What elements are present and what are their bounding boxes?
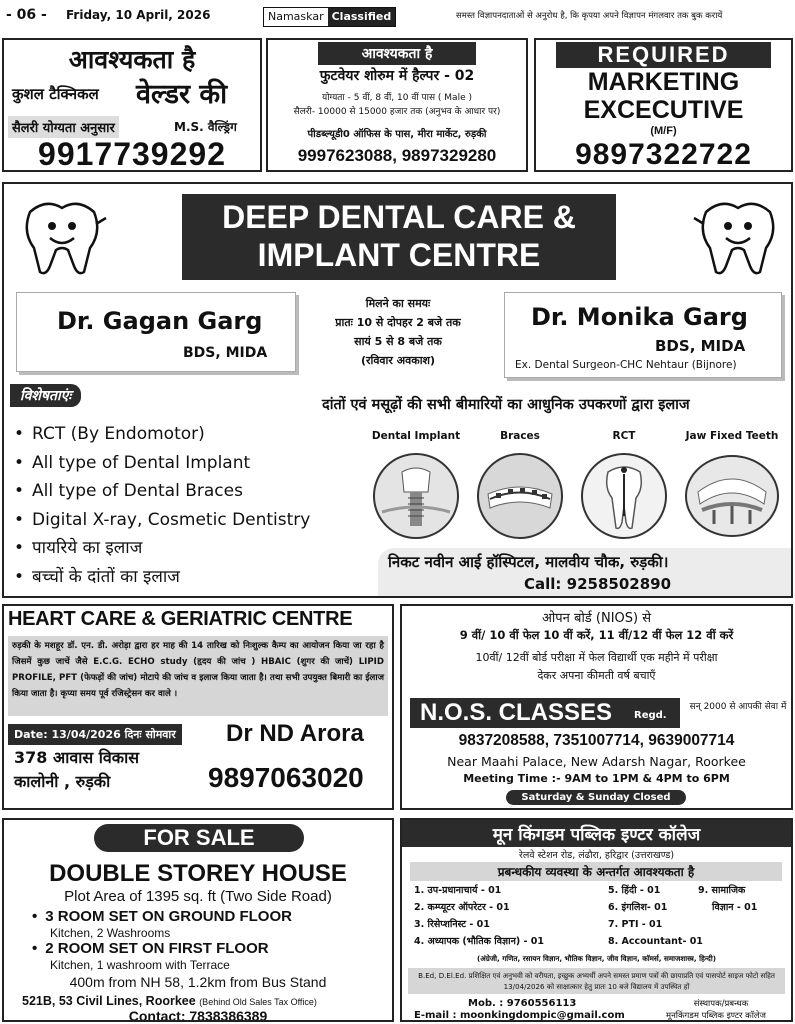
heart-address2: कालोनी , रुड़की [14, 772, 111, 791]
header-notice: समस्त विज्ञापनदाताओं से अनुरोध है, कि कृपया अपने विज्ञापन मंगलवार तक बुक करायें [456, 11, 723, 21]
college-subjects: (अंग्रेजी, गणित, रसायन विज्ञान, भौतिक विज्ञान, जीव विज्ञान, कॉमर्स, समाजशास्त्र, हिन्दी) [477, 954, 716, 963]
dental-call: Call: 9258502890 [524, 575, 672, 593]
brand-logo [263, 7, 396, 27]
marketing-title: REQUIRED [556, 42, 771, 68]
nos-address: Near Maahi Palace, New Adarsh Nagar, Roorkee [447, 754, 746, 769]
sale-address-note: (Behind Old Sales Tax Office) [199, 997, 317, 1007]
marketing-gender: (M/F) [650, 125, 677, 137]
college-mob: Mob. : 9760556113 [468, 998, 577, 1009]
heart-body: रुड़की के मशहूर डॉ. एन. डी. अरोड़ा द्वारा हर माह की 14 तारिख को निःशुल्क कैम्प का आयोजन किया जा रहा है जिसमें कुछ जाचें जैसे E.C.G. ECHO study (हृदय की जांच ) HBAIC (शुगर की जाचें) LIPID PROFILE, PFT (फेफड़ों की जांच) मोटापे की जांच व इलाज किया जाता है। तथा सभी उपयुक्त बिमारी का ईलाज किया जाता है। कृप्या समय पूर्व रजिस्ट्रेसन कर वाले । [8, 636, 388, 716]
rct-icon [580, 452, 668, 540]
timing-3: (रविवार अवकाश) [360, 354, 436, 367]
nos-line2: 9 वीं/ 10 वीं फेल 10 वीं करें, 11 वीं/12 वीं फेल 12 वीं करें [459, 628, 734, 642]
sale-address: 521B, 53 Civil Lines, Roorkee [22, 994, 196, 1008]
welder-line1b: वेल्डर की [136, 79, 228, 110]
marketing-ad [534, 38, 793, 172]
doctor1-name: Dr. Gagan Garg [57, 307, 263, 335]
college-sign1: संस्थापक/प्रबन्धक [693, 999, 749, 1009]
footwear-headline: फुटवेयर शोरुम में हैल्पर - 02 [319, 68, 475, 84]
spec-label: विशेषताएंः [10, 384, 81, 407]
marketing-phone: 9897322722 [575, 138, 752, 171]
nos-classes-ad [400, 604, 793, 810]
sale-floor1: • 3 ROOM SET ON GROUND FLOOR [32, 908, 292, 925]
spec-item: • RCT (By Endomotor) [14, 420, 310, 449]
braces-icon [476, 452, 564, 540]
sale-address-line [22, 994, 392, 1008]
treatment-headline: दांतों एवं मसूढ़ों की सभी बीमारियों का आधुनिक उपकरणों द्वारा इलाज [322, 397, 690, 413]
page-header [0, 0, 795, 32]
sale-floor2-sub: Kitchen, 1 washroom with Terrace [50, 958, 230, 972]
nos-name: N.O.S. CLASSES [420, 699, 613, 726]
spec-item: • All type of Dental Braces [14, 477, 310, 506]
heart-doctor: Dr ND Arora [226, 720, 364, 747]
college-subtitle: रेलवे स्टेशन रोड, लंढौरा, हरिद्वार (उत्तराखण्ड) [518, 850, 675, 861]
tooth-mascot-right-icon [692, 196, 784, 278]
heart-date: Date: 13/04/2026 दिनः सोमवार [8, 724, 182, 745]
spec-item: • बच्चों के दांतों का इलाज [14, 563, 310, 592]
nos-line1: ओपन बोर्ड (NIOS) से [541, 611, 651, 626]
college-post: 2. कम्प्यूटर ऑपरेटर - 01 [414, 902, 510, 913]
welder-phone: 9917739292 [38, 136, 226, 172]
welder-line1a: कुशल टैक्निकल [12, 85, 99, 103]
nos-name-badge [410, 698, 680, 728]
college-post: 3. रिसेप्शनिस्ट - 01 [414, 919, 490, 930]
dental-timings [300, 294, 496, 370]
dental-address-bar [378, 548, 792, 598]
doctor1-degree: BDS, MIDA [183, 345, 268, 361]
welder-ad [2, 38, 262, 172]
footwear-ad [266, 38, 528, 172]
spec-item: • पायरिये का इलाज [14, 534, 310, 563]
footwear-address: पीडब्ल्यूडी0 ऑफिस के पास, मीरा मार्केट, रुड़की [307, 129, 487, 140]
doctor2-degree: BDS, MIDA [655, 337, 746, 355]
nos-line4: देकर अपना कीमती वर्ष बचाएँ [537, 669, 656, 682]
welder-salary: सैलरी योग्यता अनुसार [8, 116, 119, 138]
college-post: विज्ञान - 01 [712, 902, 758, 913]
college-sign2: मूनकिंगडम पब्लिक इण्टर कॉलेज [665, 1011, 766, 1021]
spec-item: • Digital X-ray, Cosmetic Dentistry [14, 506, 310, 535]
page-number: - 06 - [6, 7, 47, 23]
college-headline: प्रबन्धकीय व्यवस्था के अन्तर्गत आवश्यकता है [410, 862, 782, 881]
timing-title: मिलने का समयः [365, 297, 431, 310]
sale-floor1-sub: Kitchen, 2 Washrooms [50, 926, 171, 940]
sale-title: DOUBLE STOREY HOUSE [49, 860, 347, 887]
college-post: 9. सामाजिक [698, 885, 746, 896]
marketing-line1: MARKETING [587, 68, 740, 96]
timing-1: प्रातः 10 से दोपहर 2 बजे तक [335, 316, 461, 329]
timing-2: सायं 5 से 8 बजे तक [354, 335, 442, 348]
sale-distance: 400m from NH 58, 1.2km from Bus Stand [69, 974, 327, 990]
college-col2 [608, 882, 703, 950]
sale-badge: FOR SALE [94, 824, 304, 852]
college-post: 6. इंगलिश- 01 [608, 902, 668, 913]
doctor1-card [16, 292, 296, 372]
dental-title-line2: IMPLANT CENTRE [257, 237, 541, 273]
footwear-salary: सैलरी- 10000 से 15000 हजार तक (अनुभव के आधार पर) [293, 107, 501, 117]
welder-title: आवश्यकता है [68, 45, 196, 74]
college-ad [400, 818, 793, 1022]
house-sale-ad [2, 818, 394, 1022]
sale-contact: Contact: 7838386389 [128, 1008, 268, 1022]
college-note: B.Ed, D.El.Ed. प्रशिक्षित एवं अनुभवी को वरीयता, इच्छुक अभ्यर्थी अपने समस्त प्रमाण पत्रों की छायाप्रति एवं पासपोर्ट साइज फोटो सहित 13/04/2026 को साक्षात्कार हेतु प्रातः 10 बजे विद्यालय में उपस्थित हों [408, 968, 785, 994]
college-post: 4. अध्यापक (भौतिक विज्ञान) - 01 [414, 936, 544, 947]
service-label: Jaw Fixed Teeth [685, 430, 779, 442]
doctor2-name: Dr. Monika Garg [531, 303, 748, 331]
college-title: मून किंगडम पब्लिक इण्टर कॉलेज [402, 820, 791, 847]
college-post: 8. Accountant- 01 [608, 936, 703, 947]
doctor2-note: Ex. Dental Surgeon-CHC Nehtaur (Bijnore) [515, 359, 737, 371]
heart-phone: 9897063020 [208, 762, 364, 793]
welder-company: M.S. वैल्ड्रिंग [174, 120, 237, 134]
service-label: RCT [612, 430, 636, 442]
dental-ad [2, 182, 793, 598]
nos-since: सन् 2000 से आपकी सेवा में [689, 702, 787, 712]
brand-right: Classified [328, 8, 396, 26]
spec-item: • All type of Dental Implant [14, 449, 310, 478]
heart-title: HEART CARE & GERIATRIC CENTRE [8, 608, 353, 630]
college-col1 [414, 882, 544, 950]
nos-regd: Regd. [634, 710, 667, 721]
sale-plot: Plot Area of 1395 sq. ft (Two Side Road) [64, 888, 332, 905]
dental-title [182, 194, 616, 280]
nos-closed: Saturday & Sunday Closed [506, 790, 686, 805]
page-date: Friday, 10 April, 2026 [66, 8, 211, 22]
marketing-line2: EXCECUTIVE [583, 96, 744, 124]
dental-title-line1: DEEP DENTAL CARE & [222, 199, 576, 235]
spec-list [14, 420, 310, 591]
dental-implant-icon [372, 452, 460, 540]
jaw-fixed-teeth-icon [684, 452, 780, 540]
footwear-title: आवश्यकता है [318, 42, 476, 65]
college-email: E-mail : moonkingdompic@gmail.com [414, 1010, 625, 1021]
services-row [368, 430, 784, 540]
college-post: 1. उप-प्रधानाचार्य - 01 [414, 885, 502, 896]
sale-floor2: • 2 ROOM SET ON FIRST FLOOR [32, 940, 269, 957]
service-label: Dental Implant [371, 430, 461, 442]
brand-left: Namaskar [268, 10, 324, 23]
nos-timing: Meeting Time :- 9AM to 1PM & 4PM to 6PM [463, 772, 730, 785]
tooth-mascot-left-icon [16, 196, 108, 278]
nos-line3: 10वीं/ 12वीं बोर्ड परीक्षा में फेल विद्यार्थी एक महीने में परीक्षा [475, 651, 718, 664]
footwear-phones: 9997623088, 9897329280 [297, 146, 497, 165]
college-post: 5. हिंदी - 01 [608, 885, 661, 896]
college-col3 [698, 882, 757, 916]
nos-phones: 9837208588, 7351007714, 9639007714 [458, 732, 735, 749]
college-post: 7. PTI - 01 [608, 919, 663, 930]
heart-care-ad [2, 604, 394, 810]
heart-address1: 378 आवास विकास [14, 748, 140, 767]
dental-address: निकट नवीन आई हॉस्पिटल, मालवीय चौक, रुड़की। [388, 553, 669, 571]
footwear-qual: योग्यता - 5 वीं, 8 वीं, 10 वीं पास ( Male ) [322, 93, 472, 103]
service-label: Braces [500, 430, 540, 442]
doctor2-card [504, 292, 782, 378]
